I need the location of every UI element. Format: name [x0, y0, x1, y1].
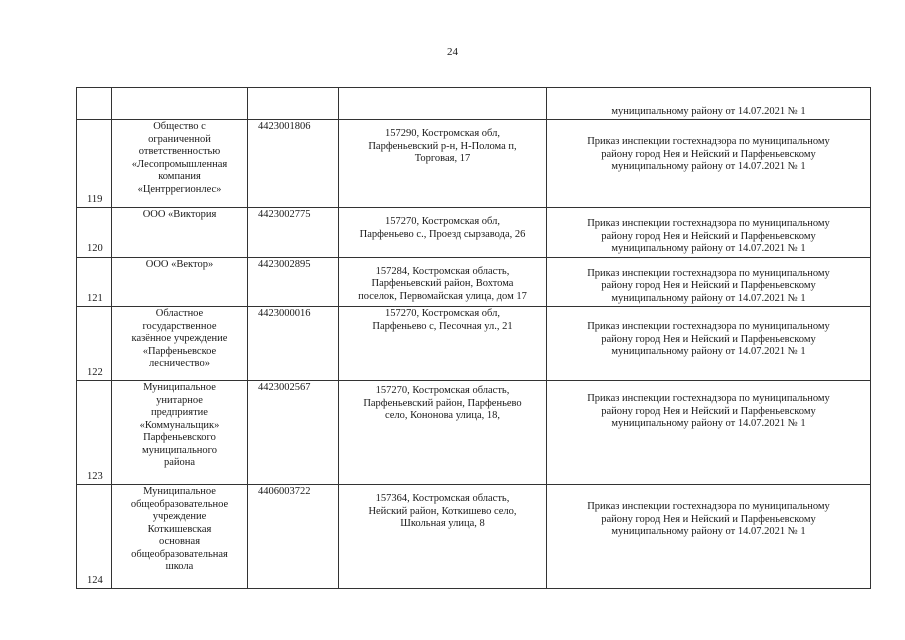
table-row: [77, 120, 871, 208]
cell-name: Муниципальное унитарное предприятие «Коммунальщик» Парфеньевского муниципального района: [112, 381, 248, 485]
cell-address: 157270, Костромская обл, Парфеньево с., Проезд сырзавода, 26: [339, 208, 547, 258]
order-text: муниципальному району от 14.07.2021 № 1: [611, 105, 806, 117]
cell-num: 119: [77, 120, 112, 208]
table-row: [77, 381, 871, 485]
cell-name: [112, 88, 248, 120]
cell-order: Приказ инспекции гостехнадзора по муниципальному району город Нея и Нейский и Парфеньевскому муниципальному району от 14.07.2021 № 1: [547, 307, 871, 381]
cell-address: 157364, Костромская область, Нейский район, Коткишево село, Школьная улица, 8: [339, 485, 547, 589]
cell-inn: 4423000016: [248, 307, 339, 381]
table-row: [77, 307, 871, 381]
table-row-continuation: [77, 88, 871, 120]
cell-inn: 4423002775: [248, 208, 339, 258]
registry-table: [76, 87, 871, 589]
cell-address: [339, 88, 547, 120]
cell-num: 120: [77, 208, 112, 258]
cell-name: ООО «Вектор»: [112, 257, 248, 307]
cell-order: Приказ инспекции гостехнадзора по муниципальному району город Нея и Нейский и Парфеньевскому муниципальному району от 14.07.2021 № 1: [547, 120, 871, 208]
cell-inn: 4423001806: [248, 120, 339, 208]
cell-order: [547, 88, 871, 120]
cell-inn: 4406003722: [248, 485, 339, 589]
cell-address: 157270, Костромская область, Парфеньевский район, Парфеньево село, Кононова улица, 18,: [339, 381, 547, 485]
cell-name: Областное государственное казённое учреждение «Парфеньевское лесничество»: [112, 307, 248, 381]
table-row: [77, 485, 871, 589]
cell-address: 157270, Костромская обл, Парфеньево с, Песочная ул., 21: [339, 307, 547, 381]
cell-order: Приказ инспекции гостехнадзора по муниципальному району город Нея и Нейский и Парфеньевскому муниципальному району от 14.07.2021 № 1: [547, 381, 871, 485]
cell-inn: 4423002567: [248, 381, 339, 485]
cell-num: 122: [77, 307, 112, 381]
table-row: [77, 208, 871, 258]
cell-num: 124: [77, 485, 112, 589]
cell-name: Общество с ограниченной ответственностью «Лесопромышленная компания «Центррегионлес»: [112, 120, 248, 208]
cell-order: Приказ инспекции гостехнадзора по муниципальному району город Нея и Нейский и Парфеньевскому муниципальному району от 14.07.2021 № 1: [547, 208, 871, 258]
cell-name: ООО «Виктория: [112, 208, 248, 258]
cell-address: 157290, Костромская обл, Парфеньевский р-н, Н-Полома п, Торговая, 17: [339, 120, 547, 208]
cell-inn: 4423002895: [248, 257, 339, 307]
cell-inn: [248, 88, 339, 120]
table-row: [77, 257, 871, 307]
cell-num: 123: [77, 381, 112, 485]
cell-order: Приказ инспекции гостехнадзора по муниципальному району город Нея и Нейский и Парфеньевскому муниципальному району от 14.07.2021 № 1: [547, 485, 871, 589]
page-number: 24: [447, 46, 458, 58]
cell-num: [77, 88, 112, 120]
cell-name: Муниципальное общеобразовательное учреждение Коткишевская основная общеобразовательная школа: [112, 485, 248, 589]
cell-order: Приказ инспекции гостехнадзора по муниципальному району город Нея и Нейский и Парфеньевскому муниципальному району от 14.07.2021 № 1: [547, 257, 871, 307]
cell-num: 121: [77, 257, 112, 307]
cell-address: 157284, Костромская область, Парфеньевский район, Вохтома поселок, Первомайская улица, дом 17: [339, 257, 547, 307]
